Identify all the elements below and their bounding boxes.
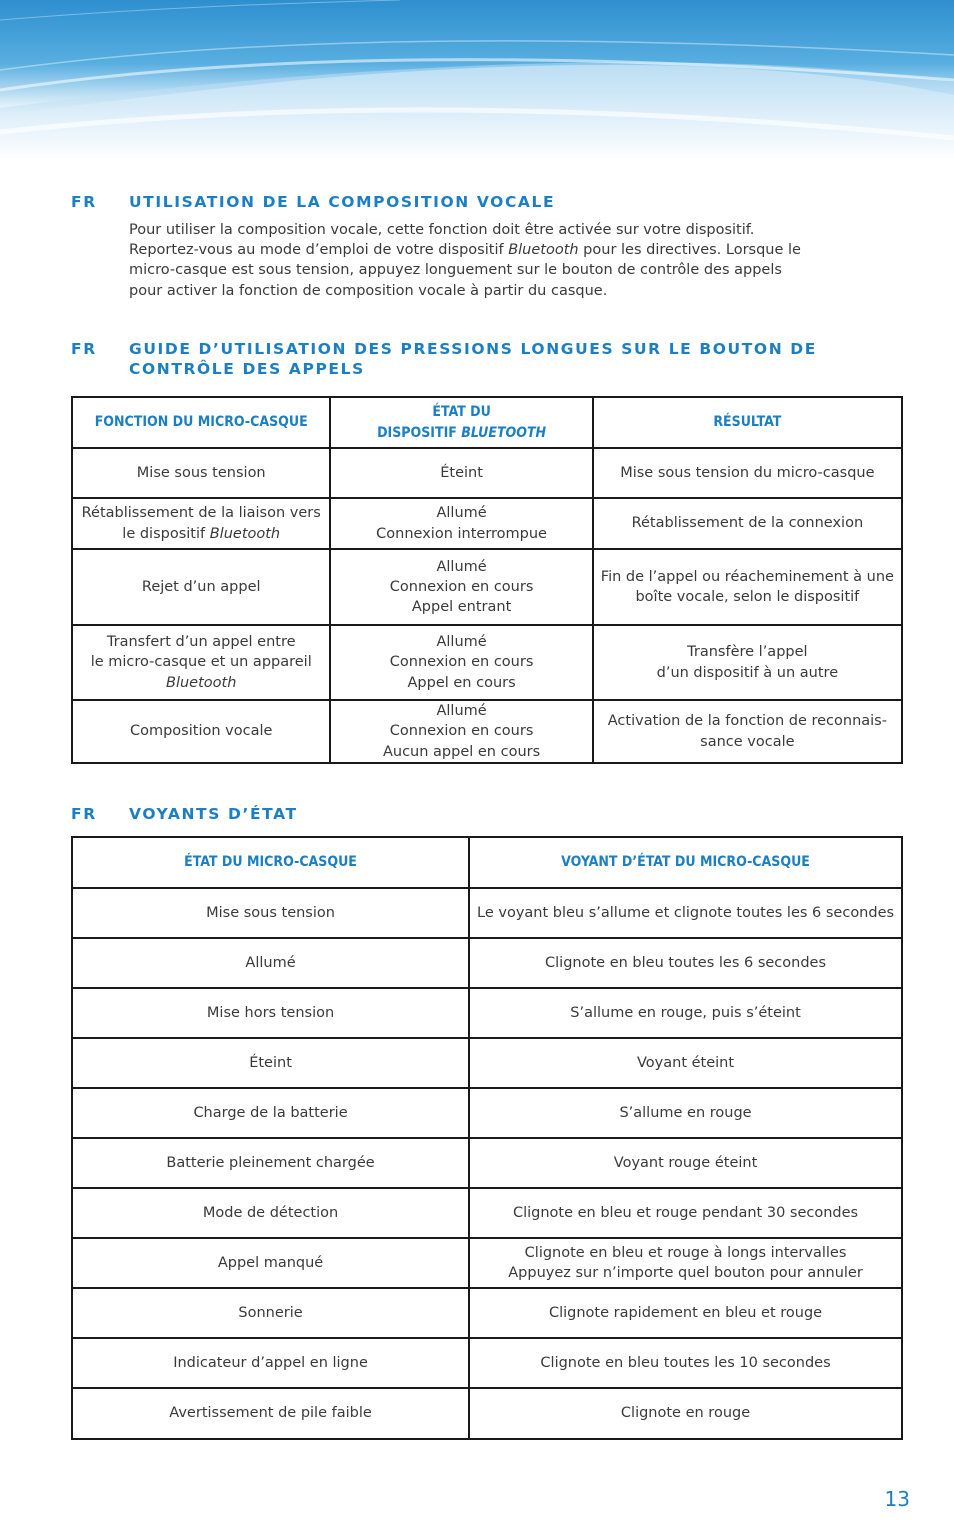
- cell-state: Allumé Connexion en cours Aucun appel en cours: [330, 700, 592, 763]
- section-title: UTILISATION DE LA COMPOSITION VOCALE: [129, 193, 556, 211]
- header-indicator: VOYANT D’ÉTAT DU MICRO-CASQUE: [469, 837, 902, 888]
- cell-state: Appel manqué: [72, 1238, 469, 1288]
- table-row: [72, 1138, 902, 1188]
- language-code: FR: [71, 193, 97, 211]
- table-row: [72, 1088, 902, 1138]
- cell-state: Charge de la batterie: [72, 1088, 469, 1138]
- table-row: [72, 1238, 902, 1288]
- section-heading-long-press-guide: [71, 339, 889, 379]
- cell-state: Batterie pleinement chargée: [72, 1138, 469, 1188]
- cell-indicator: Clignote en bleu et rouge pendant 30 secondes: [469, 1188, 902, 1238]
- header-function: FONCTION DU MICRO-CASQUE: [72, 397, 330, 448]
- cell-result: Rétablissement de la connexion: [593, 498, 902, 549]
- table-row: [72, 888, 902, 938]
- table-row: [72, 448, 902, 498]
- table-header-row: [72, 837, 902, 888]
- cell-state: Mode de détection: [72, 1188, 469, 1238]
- status-indicator-table: [71, 836, 903, 1440]
- table-row: [72, 938, 902, 988]
- table-row: [72, 1288, 902, 1338]
- cell-state: Sonnerie: [72, 1288, 469, 1338]
- header-wave-banner: [0, 0, 954, 160]
- language-code: FR: [71, 805, 97, 823]
- cell-function: Composition vocale: [72, 700, 330, 763]
- cell-function: Rejet d’un appel: [72, 549, 330, 625]
- language-code: FR: [71, 340, 97, 358]
- table-row: [72, 498, 902, 549]
- cell-function: Rétablissement de la liaison vers le dispositif Bluetooth: [72, 498, 330, 549]
- cell-indicator: Clignote en bleu toutes les 10 secondes: [469, 1338, 902, 1388]
- cell-indicator: Clignote en bleu et rouge à longs intervalles Appuyez sur n’importe quel bouton pour annuler: [469, 1238, 902, 1288]
- table-row: [72, 1038, 902, 1088]
- table-row: [72, 1338, 902, 1388]
- page-number: 13: [884, 1487, 910, 1511]
- cell-result: Activation de la fonction de reconnais- sance vocale: [593, 700, 902, 763]
- table-header-row: [72, 397, 902, 448]
- cell-function: Mise sous tension: [72, 448, 330, 498]
- cell-indicator: Clignote en rouge: [469, 1388, 902, 1439]
- cell-indicator: S’allume en rouge: [469, 1088, 902, 1138]
- cell-indicator: Clignote rapidement en bleu et rouge: [469, 1288, 902, 1338]
- cell-function: Transfert d’un appel entre le micro-casque et un appareil Bluetooth: [72, 625, 330, 700]
- table-row: [72, 1388, 902, 1439]
- long-press-table: [71, 396, 903, 764]
- cell-result: Transfère l’appel d’un dispositif à un autre: [593, 625, 902, 700]
- section-heading-voice-dial: [71, 192, 889, 212]
- cell-indicator: S’allume en rouge, puis s’éteint: [469, 988, 902, 1038]
- header-headset-state: ÉTAT DU MICRO-CASQUE: [72, 837, 469, 888]
- cell-result: Mise sous tension du micro-casque: [593, 448, 902, 498]
- header-result: RÉSULTAT: [593, 397, 902, 448]
- section-title: GUIDE D’UTILISATION DES PRESSIONS LONGUES SUR LE BOUTON DE CONTRÔLE DES APPELS: [129, 340, 817, 378]
- section-heading-status-lights: [71, 804, 889, 824]
- header-device-state: ÉTAT DU DISPOSITIF BLUETOOTH: [330, 397, 592, 448]
- cell-state: Indicateur d’appel en ligne: [72, 1338, 469, 1388]
- table-row: [72, 988, 902, 1038]
- cell-indicator: Voyant éteint: [469, 1038, 902, 1088]
- table-row: [72, 1188, 902, 1238]
- voice-dial-paragraph: Pour utiliser la composition vocale, cette fonction doit être activée sur votre dispositif. Reportez-vous au mode d’emploi de votre dispositif Bluetooth pour les directives. Lorsque le micro-casque est sous tension, appuyez longuement sur le bouton de contrôle des appels pour activer la fonction de composition vocale à partir du casque.: [129, 222, 801, 299]
- cell-result: Fin de l’appel ou réacheminement à une boîte vocale, selon le dispositif: [593, 549, 902, 625]
- cell-state: Éteint: [330, 448, 592, 498]
- cell-state: Allumé Connexion en cours Appel entrant: [330, 549, 592, 625]
- cell-state: Mise hors tension: [72, 988, 469, 1038]
- cell-indicator: Le voyant bleu s’allume et clignote toutes les 6 secondes: [469, 888, 902, 938]
- table-row: [72, 549, 902, 625]
- cell-state: Allumé Connexion en cours Appel en cours: [330, 625, 592, 700]
- cell-state: Mise sous tension: [72, 888, 469, 938]
- cell-indicator: Clignote en bleu toutes les 6 secondes: [469, 938, 902, 988]
- cell-state: Allumé Connexion interrompue: [330, 498, 592, 549]
- section-title: VOYANTS D’ÉTAT: [129, 805, 298, 823]
- table-row: [72, 625, 902, 700]
- table-row: [72, 700, 902, 763]
- cell-indicator: Voyant rouge éteint: [469, 1138, 902, 1188]
- cell-state: Allumé: [72, 938, 469, 988]
- cell-state: Éteint: [72, 1038, 469, 1088]
- cell-state: Avertissement de pile faible: [72, 1388, 469, 1439]
